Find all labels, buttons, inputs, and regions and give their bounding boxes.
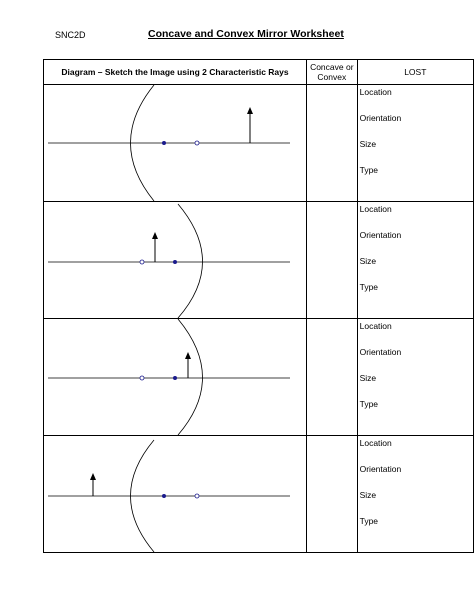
centre-of-curvature <box>140 260 144 264</box>
centre-of-curvature <box>195 141 199 145</box>
lost-cell[interactable] <box>357 85 473 202</box>
diagram-cell[interactable] <box>44 319 307 436</box>
size-label: Size <box>359 373 377 383</box>
diagram-column-header: Diagram – Sketch the Image using 2 Characteristic Rays <box>44 60 307 85</box>
curved-mirror <box>178 319 203 435</box>
location-label: Location <box>359 87 392 97</box>
focal-point <box>162 494 166 498</box>
table-row <box>44 202 474 319</box>
table-row <box>44 319 474 436</box>
type-label: Type <box>359 165 379 175</box>
type-label: Type <box>359 399 379 409</box>
arrow-head-icon <box>152 232 158 239</box>
orientation-label: Orientation <box>359 464 402 474</box>
orientation-label: Orientation <box>359 113 402 123</box>
mirror-diagram <box>44 436 306 552</box>
worksheet-table <box>43 59 474 553</box>
diagram-cell[interactable] <box>44 202 307 319</box>
orientation-label: Orientation <box>359 230 402 240</box>
location-label: Location <box>359 321 392 331</box>
size-label: Size <box>359 256 377 266</box>
course-code: SNC2D <box>55 30 86 40</box>
orientation-label: Orientation <box>359 347 402 357</box>
mirror-diagram <box>44 202 306 318</box>
lost-column-header: LOST <box>357 60 473 85</box>
mirror-type-cell[interactable] <box>307 202 358 319</box>
type-label: Type <box>359 282 379 292</box>
lost-cell[interactable] <box>357 436 473 553</box>
table-row <box>44 85 474 202</box>
arrow-head-icon <box>185 352 191 359</box>
curved-mirror <box>178 204 203 318</box>
diagram-cell[interactable] <box>44 436 307 553</box>
lost-cell[interactable] <box>357 202 473 319</box>
focal-point <box>162 141 166 145</box>
mirror-diagram <box>44 85 306 201</box>
centre-of-curvature <box>140 376 144 380</box>
arrow-head-icon <box>247 107 253 114</box>
mirror-type-cell[interactable] <box>307 85 358 202</box>
arrow-head-icon <box>90 473 96 480</box>
mirror-type-cell[interactable] <box>307 436 358 553</box>
focal-point <box>173 376 177 380</box>
size-label: Size <box>359 490 377 500</box>
lost-cell[interactable] <box>357 319 473 436</box>
table-row <box>44 436 474 553</box>
diagram-cell[interactable] <box>44 85 307 202</box>
centre-of-curvature <box>195 494 199 498</box>
worksheet-title: Concave and Convex Mirror Worksheet <box>148 28 344 40</box>
location-label: Location <box>359 204 392 214</box>
mirror-diagram <box>44 319 306 435</box>
mirror-type-cell[interactable] <box>307 319 358 436</box>
focal-point <box>173 260 177 264</box>
type-label: Type <box>359 516 379 526</box>
location-label: Location <box>359 438 392 448</box>
mirror-type-column-header: Concave or Convex <box>307 60 358 85</box>
size-label: Size <box>359 139 377 149</box>
table-header-row <box>44 60 474 85</box>
